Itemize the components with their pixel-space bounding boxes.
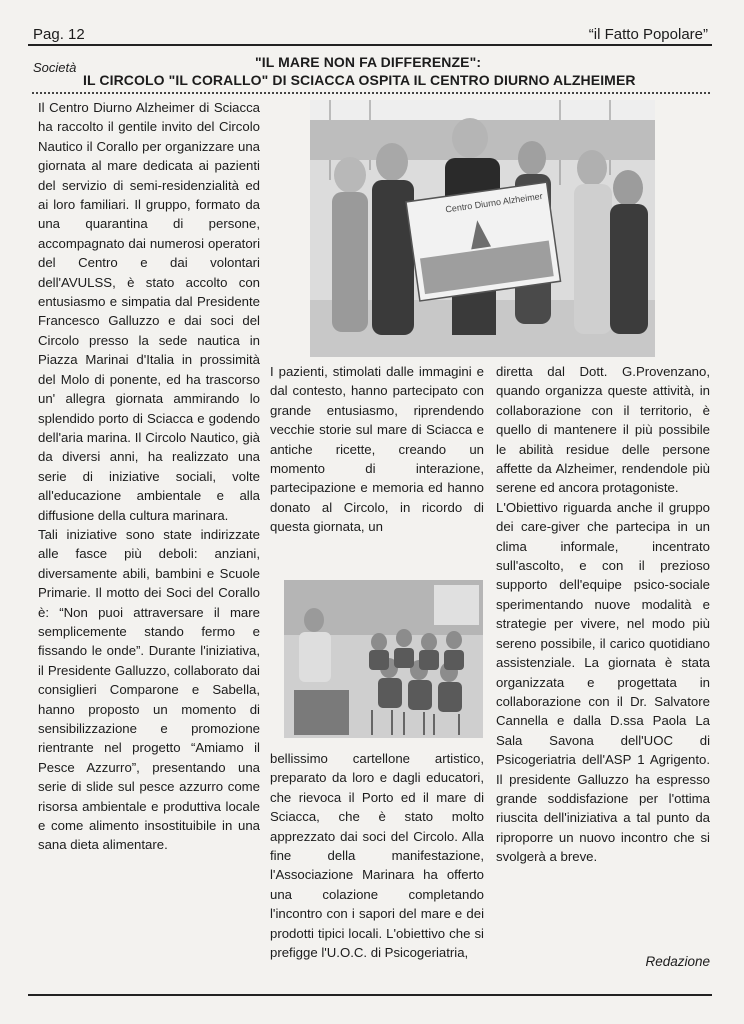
article-column-2-bottom [270,749,484,979]
group-photo [310,100,655,357]
article-column-3 [496,362,710,962]
header-rule [28,44,712,46]
footer-rule [28,994,712,996]
headline-line2: IL CIRCOLO "IL CORALLO" DI SCIACCA OSPITA IL CENTRO DIURNO ALZHEIMER [83,72,636,88]
paragraph-3: I pazienti, stimolati dalle immagini e dal contesto, hanno partecipato con grande entusiasmo, riprendendo vecchie storie sul mare di Sciacca e antiche ricette, creando un momento di interazione, partecipazione e memoria ed hanno donato al Circolo, in ricordo di questa giornata, un [270,364,484,535]
article-column-2-top [270,362,484,580]
paragraph-6: L'Obiettivo riguarda anche il gruppo dei care-giver che partecipa in un clima informale, incentrato sull'ascolto, e con il prezioso supporto dell'equipe psico-sociale sperimentando nuove modalità e strategie per vivere, nel modo più sereno possibile, il carico quotidiano assistenziale. La giornata è stata organizzata e progettata in collaborazione con il Dr. Salvatore Cannella e dalla D.ssa Paola La Sala Savona dell'UOC di Psicogeriatria dell'ASP 1 Agrigento. Il presidente Galluzzo ha espresso grande soddisfazione per l'ottima riuscita dell'iniziativa a tal punto da riproporre un nuovo incontro che si svolgerà a breve. [496,499,710,865]
paragraph-5: diretta dal Dott. G.Provenzano, quando organizza queste attività, in collaborazione con il territorio, è quello di mantenere il più possibile le abilità residue delle persone affette da Alzheimer, rendendole più serene ed ancora protagoniste. [496,364,710,496]
section-label: Società [33,60,77,75]
page-number: Pag. 12 [33,26,85,43]
headline-line1: "IL MARE NON FA DIFFERENZE": [255,54,482,70]
publication-name: “il Fatto Popolare” [588,26,708,43]
paragraph-4: bellissimo cartellone artistico, preparato da loro e dagli educatori, che rievoca il Porto ed il mare di Sciacca, che è stato molto apprezzato dai soci del Circolo. Alla fine della manifestazione, l'Associazione Marinara ha offerto una colazione completando l'incontro con i sapori del mare e dei prodotti tipici locali. L'obiettivo che si prefigge l'U.O.C. di Psicogeriatria, [270,751,484,961]
poster-caption: Centro Diurno Alzheimer [444,190,544,215]
headline-dotted-rule [32,92,710,94]
article-column-1 [38,98,260,978]
audience-photo [284,580,483,738]
paragraph-2: Tali iniziative sono state indirizzate alle fasce più deboli: anziani, diversamente abili, bambini e Scuole Primarie. Il motto dei Soci del Corallo è: “Non puoi attraversare il mare semplicemente stando fermo e fissando le onde”. Durante l'iniziativa, il Presidente Galluzzo, collaborato dai consiglieri Comparone e Sabella, hanno proposto un momento di sensibilizzazione e promozione rientrante nel progetto “Amiamo il Pesce Azzurro”, presentando una serie di slide sul pesce azzurro come risorsa ambientale e produttiva locale e come alimento insostituibile in una sana dieta alimentare. [38,526,260,853]
article-signature: Redazione [645,954,710,969]
paragraph-1: Il Centro Diurno Alzheimer di Sciacca ha raccolto il gentile invito del Circolo Nautico il Corallo per organizzare una giornata al mare dedicata ai pazienti del servizio di semi-residenzialità ed ai loro familiari. Il gruppo, formato da una quarantina di persone, accompagnato dai numerosi operatori del Centro e dai volontari dell'AVULSS, è stato accolto con entusiasmo e simpatia dal Presidente Francesco Galluzzo e dai soci del Circolo presso la sede nautica in Piazza Marinai d'Italia in prossimità del Molo di ponente, ed ha trascorso un' allegra giornata ammirando lo splendido porto di Sciacca e godendo dell'aria marina. Il Circolo Nautico, già da diversi anni, ha realizzato una serie di iniziative sociali, volte all'educazione ambientale e alla diffusione della cultura marinara. [38,100,260,523]
